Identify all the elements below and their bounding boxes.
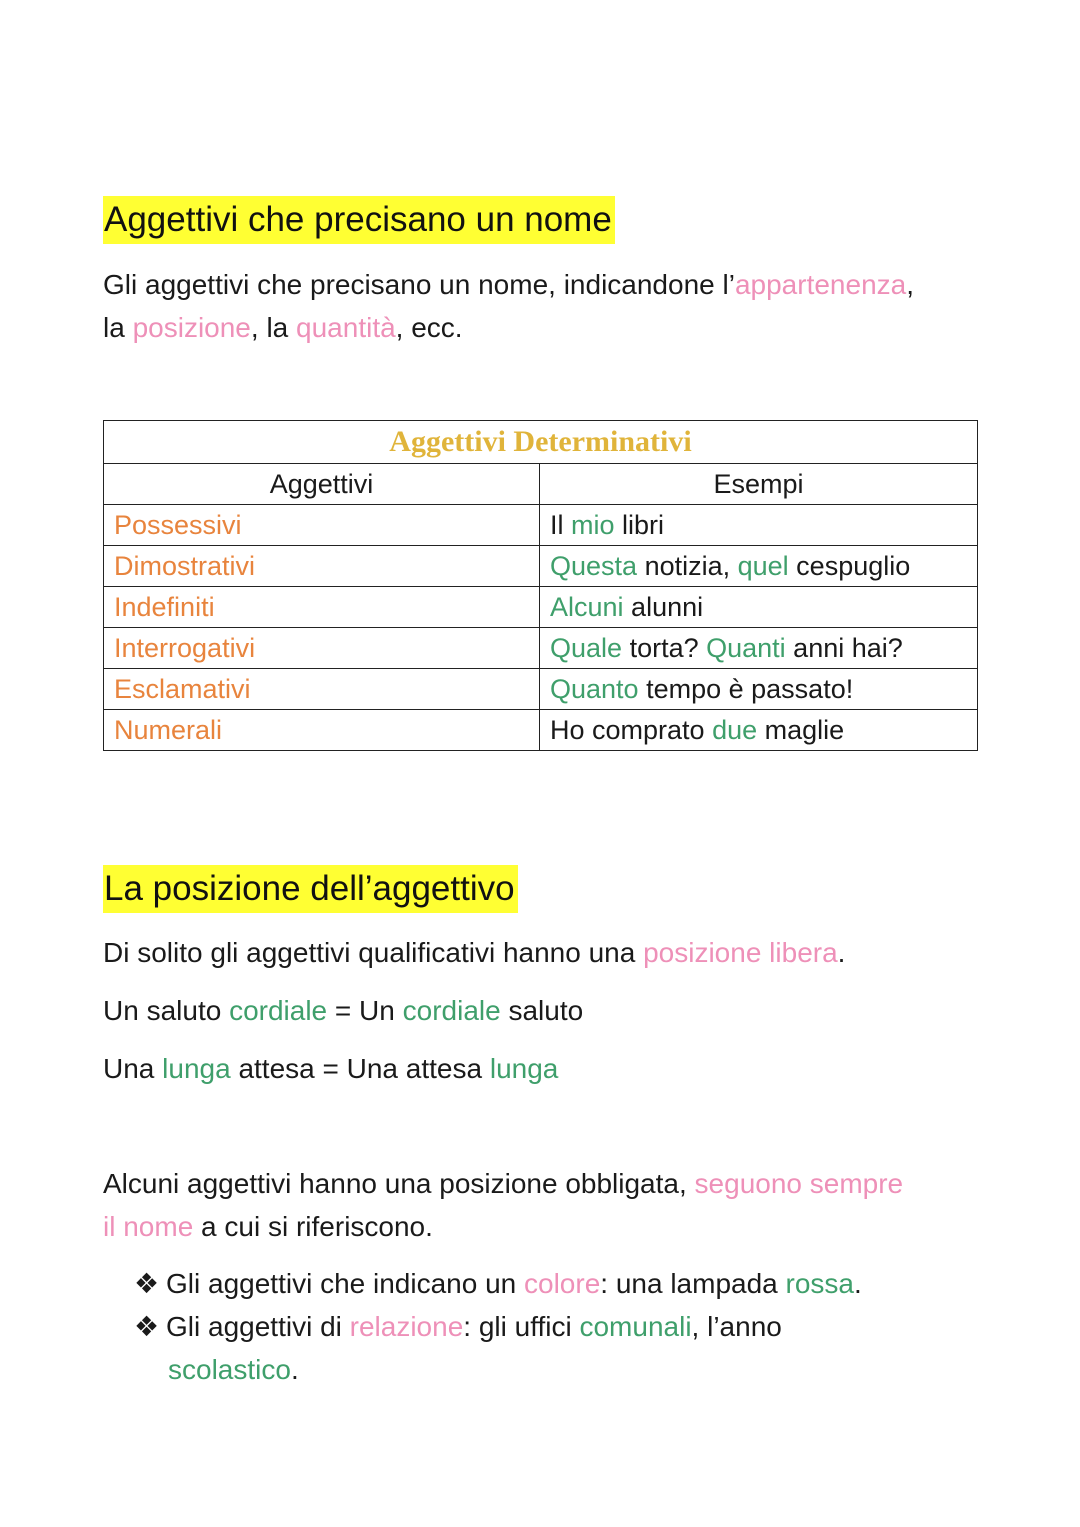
example-cell: Ho comprato due maglie: [540, 710, 978, 751]
determinativi-table: [103, 420, 978, 751]
keyword-posizione-libera: posizione libera: [643, 937, 838, 968]
table-row: [104, 710, 978, 751]
bullet-colore: ❖ Gli aggettivi che indicano un colore: una lampada rossa.: [134, 1262, 862, 1305]
paragraph-posizione-libera: Di solito gli aggettivi qualificativi hanno una posizione libera.: [103, 937, 846, 968]
adjective-type-cell: Esclamativi: [104, 669, 540, 710]
heading-posizione-aggettivo: La posizione dell’aggettivo: [103, 865, 518, 913]
intro-paragraph: Gli aggettivi che precisano un nome, indicandone l’appartenenza, la posizione, la quantità, ecc.: [103, 269, 914, 343]
adjective-type-cell: Dimostrativi: [104, 546, 540, 587]
example-lunga: Una lunga attesa = Una attesa lunga: [103, 1053, 559, 1084]
keyword-appartenenza: appartenenza: [734, 269, 907, 300]
example-cell: Alcuni alunni: [540, 587, 978, 628]
column-header-aggettivi: Aggettivi: [104, 464, 540, 505]
adjective-type-cell: Numerali: [104, 710, 540, 751]
diamond-bullet-icon: ❖: [134, 1311, 160, 1342]
adjective-type-cell: Indefiniti: [104, 587, 540, 628]
example-cell: Quanto tempo è passato!: [540, 669, 978, 710]
diamond-bullet-icon: ❖: [134, 1268, 160, 1299]
table-row: [104, 546, 978, 587]
keyword-quantita: quantità: [296, 312, 396, 343]
table-row: [104, 669, 978, 710]
adjective-type-cell: Possessivi: [104, 505, 540, 546]
column-header-esempi: Esempi: [540, 464, 978, 505]
table-row: [104, 628, 978, 669]
paragraph-posizione-obbligata: Alcuni aggettivi hanno una posizione obbligata, seguono sempre il nome a cui si riferiscono.: [103, 1168, 904, 1242]
table-body: [104, 505, 978, 751]
example-cell: Questa notizia, quel cespuglio: [540, 546, 978, 587]
table-title: Aggettivi Determinativi: [104, 421, 978, 464]
example-cell: Il mio libri: [540, 505, 978, 546]
bullet-relazione: ❖ Gli aggettivi di relazione: gli uffici comunali, l’anno scolastico.: [134, 1305, 782, 1391]
adjective-type-cell: Interrogativi: [104, 628, 540, 669]
example-cordiale: Un saluto cordiale = Un cordiale saluto: [103, 995, 584, 1026]
table-row: [104, 505, 978, 546]
keyword-posizione: posizione: [132, 312, 251, 343]
example-cell: Quale torta? Quanti anni hai?: [540, 628, 978, 669]
heading-aggettivi-precisano: Aggettivi che precisano un nome: [103, 196, 615, 244]
table-row: [104, 587, 978, 628]
